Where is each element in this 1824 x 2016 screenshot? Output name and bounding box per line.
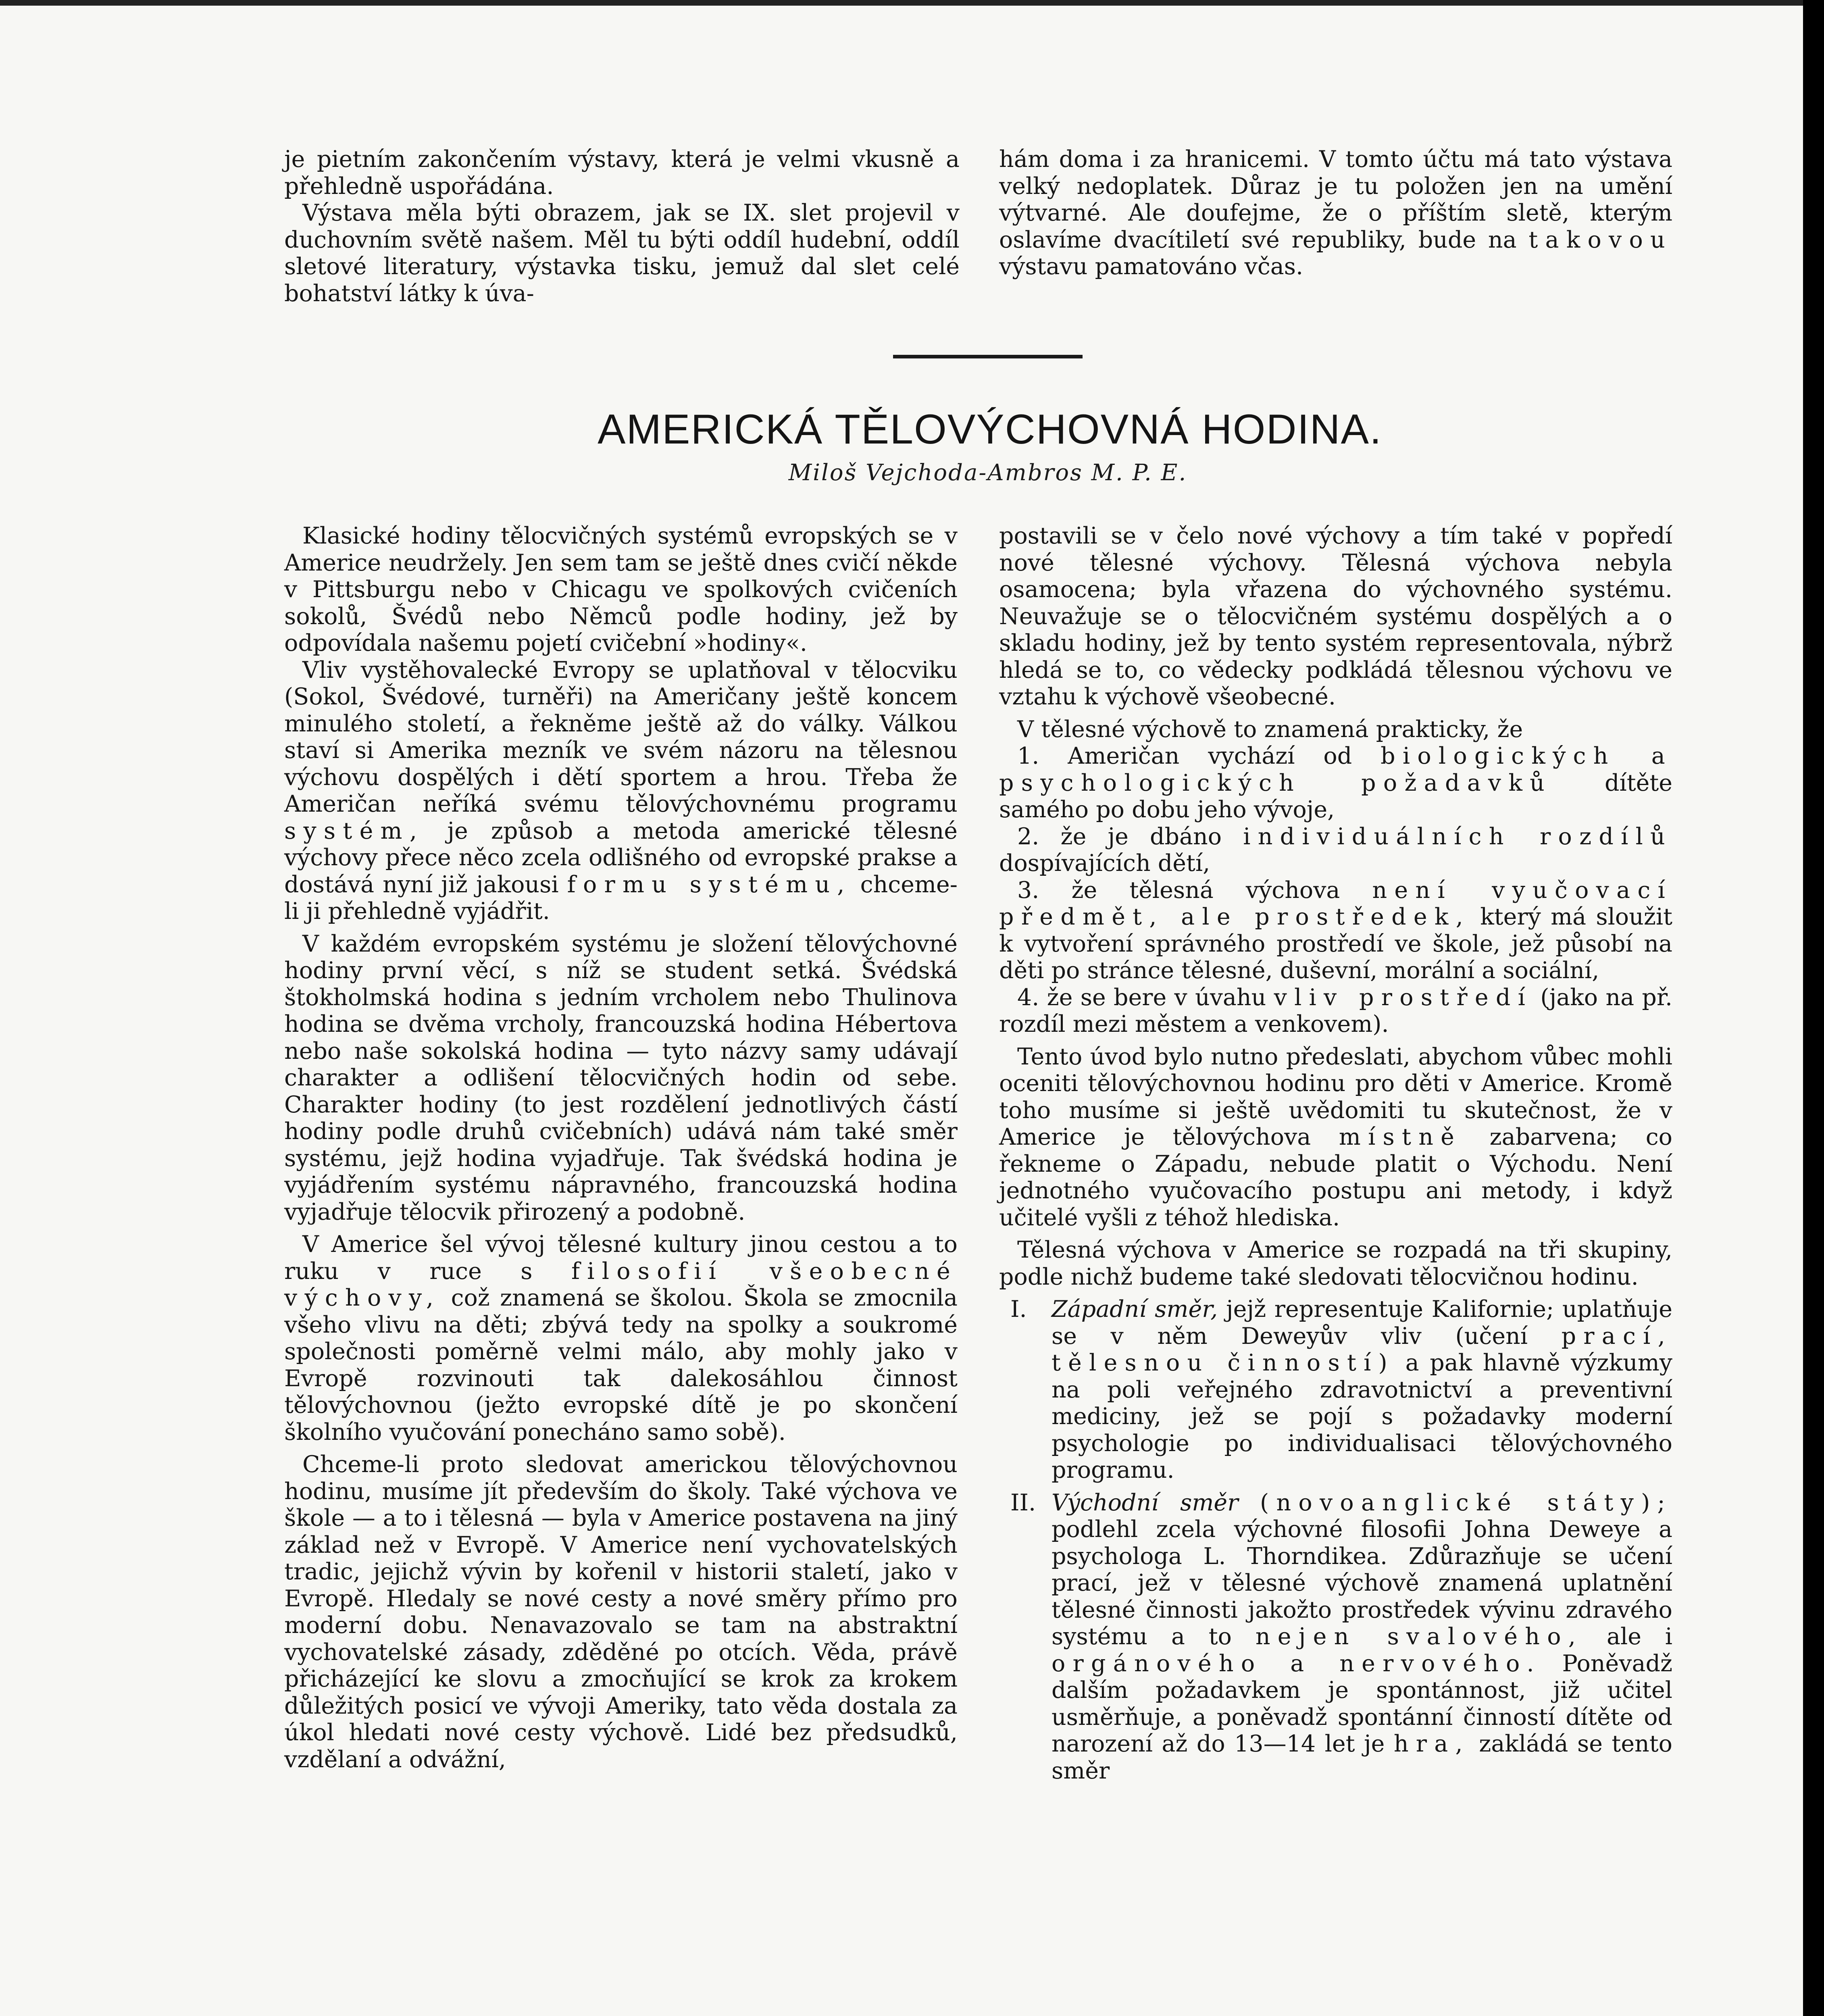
paragraph: Vliv vystěhovalecké Evropy se uplatňoval v tělocviku (Sokol, Švédové, turněři) na Američany ještě koncem minulého století, a řekněme ještě až do války. Válkou staví si Amerika mezník ve svém názoru na tělesnou výchovu dospělých i dětí sportem a hrou. Třeba že Američan neříká svému tělovýchovnému programu systém, je způsob a metoda americké tělesné výchovy přece něco zcela odlišného od evropské prakse a dostává nyní již jakousi formu systému, chceme-li ji přehledně vyjádřit. [284,656,958,925]
previous-article-left-column [284,146,960,307]
section-divider [893,355,1083,358]
paragraph: V Americe šel vývoj tělesné kultury jinou cestou a to ruku v ruce s filosofií všeobecné výchovy, což znamená se školou. Škola se zmocnila všeho vlivu na děti; zbývá tedy na spolky a soukromé společnosti poměrně velmi málo, aby mohly jako v Evropě rozvinouti tak dalekosáhlou činnost tělovýchovnou (ježto evropské dítě je po skončení školního vyučování ponecháno samo sobě). [284,1231,958,1445]
roman-numeral: I. [1010,1296,1027,1322]
article-left-column [284,523,958,1773]
article-title: AMERICKÁ TĚLOVÝCHOVNÁ HODINA. [598,406,1382,453]
scan-edge-right [1803,0,1824,2016]
roman-list-item: II. Východní směr (novoanglické státy); podlehl zcela výchovné filosofii Johna Deweye a psychologa L. Thorndikea. Zdůrazňuje se učení prací, jež v tělesné výchově znamená uplatnění tělesné činnosti jakožto prostředek vývinu zdravého systému a to nejen svalového, ale i orgánového a nervového. Poněvadž dalším požadavkem je spontánnost, již učitel usměrňuje, a poněvadž spontánní činností dítěte od narození až do 13—14 let je hra, zakládá se tento směr [1010,1489,1672,1784]
article-author: Miloš Vejchoda-Ambros M. P. E. [788,460,1187,486]
paragraph: V tělesné výchově to znamená prakticky, že [1017,716,1523,743]
paragraph: Tělesná výchova v Americe se rozpadá na tři skupiny, podle nichž budeme také sledovati tělocvičnou hodinu. [999,1237,1672,1290]
list-item: 2. že je dbáno individuálních rozdílů dospívajících dětí, [999,823,1672,877]
paragraph: postavili se v čelo nové výchovy a tím také v popředí nové tělesné výchovy. Tělesná výchova nebyla osamocena; byla vřazena do výchovného systému. Neuvažuje se o tělocvičném systému dospělých a o skladu hodiny, jež by tento systém representovala, nýbrž hledá se to, co vědecky podkládá tělesnou výchovu ve vztahu k výchově všeobecné. [999,523,1672,710]
paragraph: hám doma i za hranicemi. V tomto účtu má tato výstava velký nedoplatek. Důraz je tu položen jen na umění výtvarné. Ale doufejme, že o příštím sletě, kterým oslavíme dvacítiletí své republiky, bude na takovou výstavu pamatováno včas. [999,146,1672,280]
paragraph: V každém evropském systému je složení tělovýchovné hodiny první věcí, s níž se student setká. Švédská štokholmská hodina s jedním vrcholem nebo Thulinova hodina se dvěma vrcholy, francouzská hodina Hébertova nebo naše sokolská hodina — tyto názvy samy udávají charakter a odlišení tělocvičných hodin od sebe. Charakter hodiny (to jest rozdělení jednotlivých částí hodiny podle druhů cvičebních) udává nám také směr systému, jejž hodina vyjadřuje. Tak švédská hodina je vyjádřením systému nápravného, francouzská hodina vyjadřuje tělocvik přirozený a podobně. [284,930,958,1225]
list-item: 1. Američan vychází od biologických a psychologických požadavků dítěte samého po dobu jeho vývoje, [999,743,1672,823]
paragraph: Chceme-li proto sledovat americkou tělovýchovnou hodinu, musíme jít především do školy. Také výchova ve škole — a to i tělesná — byla v Americe postavena na jiný základ než v Evropě. V Americe není vychovatelských tradic, jejichž vývin by kořenil v historii staletí, jako v Evropě. Hledaly se nové cesty a nové směry přímo pro moderní dobu. Nenavazovalo se tam na abstraktní vychovatelské zásady, zděděné po otcích. Věda, právě přicházející ke slovu a zmocňující se krok za krokem důležitých posicí ve vývoji Ameriky, tato věda dostala za úkol hledati nové cesty výchově. Lidé bez předsudků, vzdělaní a odvážní, [284,1451,958,1773]
roman-list-item: I. Západní směr, jejž representuje Kalifornie; uplatňuje se v něm Deweyův vliv (učení prací, tělesnou činností) a pak hlavně výzkumy na poli veřejného zdravotnictví a preventivní mediciny, jež se pojí s požadavky moderní psychologie po individualisaci tělovýchovného programu. [1010,1296,1673,1483]
paragraph: Klasické hodiny tělocvičných systémů evropských se v Americe neudržely. Jen sem tam se ještě dnes cvičí někde v Pittsburgu nebo v Chicagu ve spolkových cvičeních sokolů, Švédů nebo Němců podle hodiny, jež by odpovídala našemu pojetí cvičební »hodiny«. [284,523,958,656]
article-right-column [999,523,1672,1784]
list-item: 3. že tělesná výchova není vyučovací předmět, ale prostředek, který má sloužit k vytvoření správného prostředí ve škole, jež působí na děti po stránce tělesné, duševní, morální a sociální, [999,877,1672,984]
list-item: 4. že se bere v úvahu vliv prostředí (jako na př. rozdíl mezi městem a venkovem). [999,984,1672,1037]
paragraph: Výstava měla býti obrazem, jak se IX. slet projevil v duchovním světě našem. Měl tu býti oddíl hudební, oddíl sletové literatury, výstavka tisku, jemuž dal slet celé bohatství látky k úva- [284,200,960,307]
paragraph: je pietním zakončením výstavy, která je velmi vkusně a přehledně uspořádána. [284,146,960,200]
roman-numeral: II. [1010,1489,1036,1516]
previous-article-right-column [999,146,1672,280]
paragraph: Tento úvod bylo nutno předeslati, abychom vůbec mohli oceniti tělovýchovnou hodinu pro děti v Americe. Kromě toho musíme si ještě uvědomiti tu skutečnost, že v Americe je tělovýchova místně zabarvena; co řekneme o Západu, nebude platit o Východu. Není jednotného vyučovacího postupu ani metody, i když učitelé vyšli z téhož hlediska. [999,1043,1672,1231]
scan-edge-top [0,0,1824,6]
